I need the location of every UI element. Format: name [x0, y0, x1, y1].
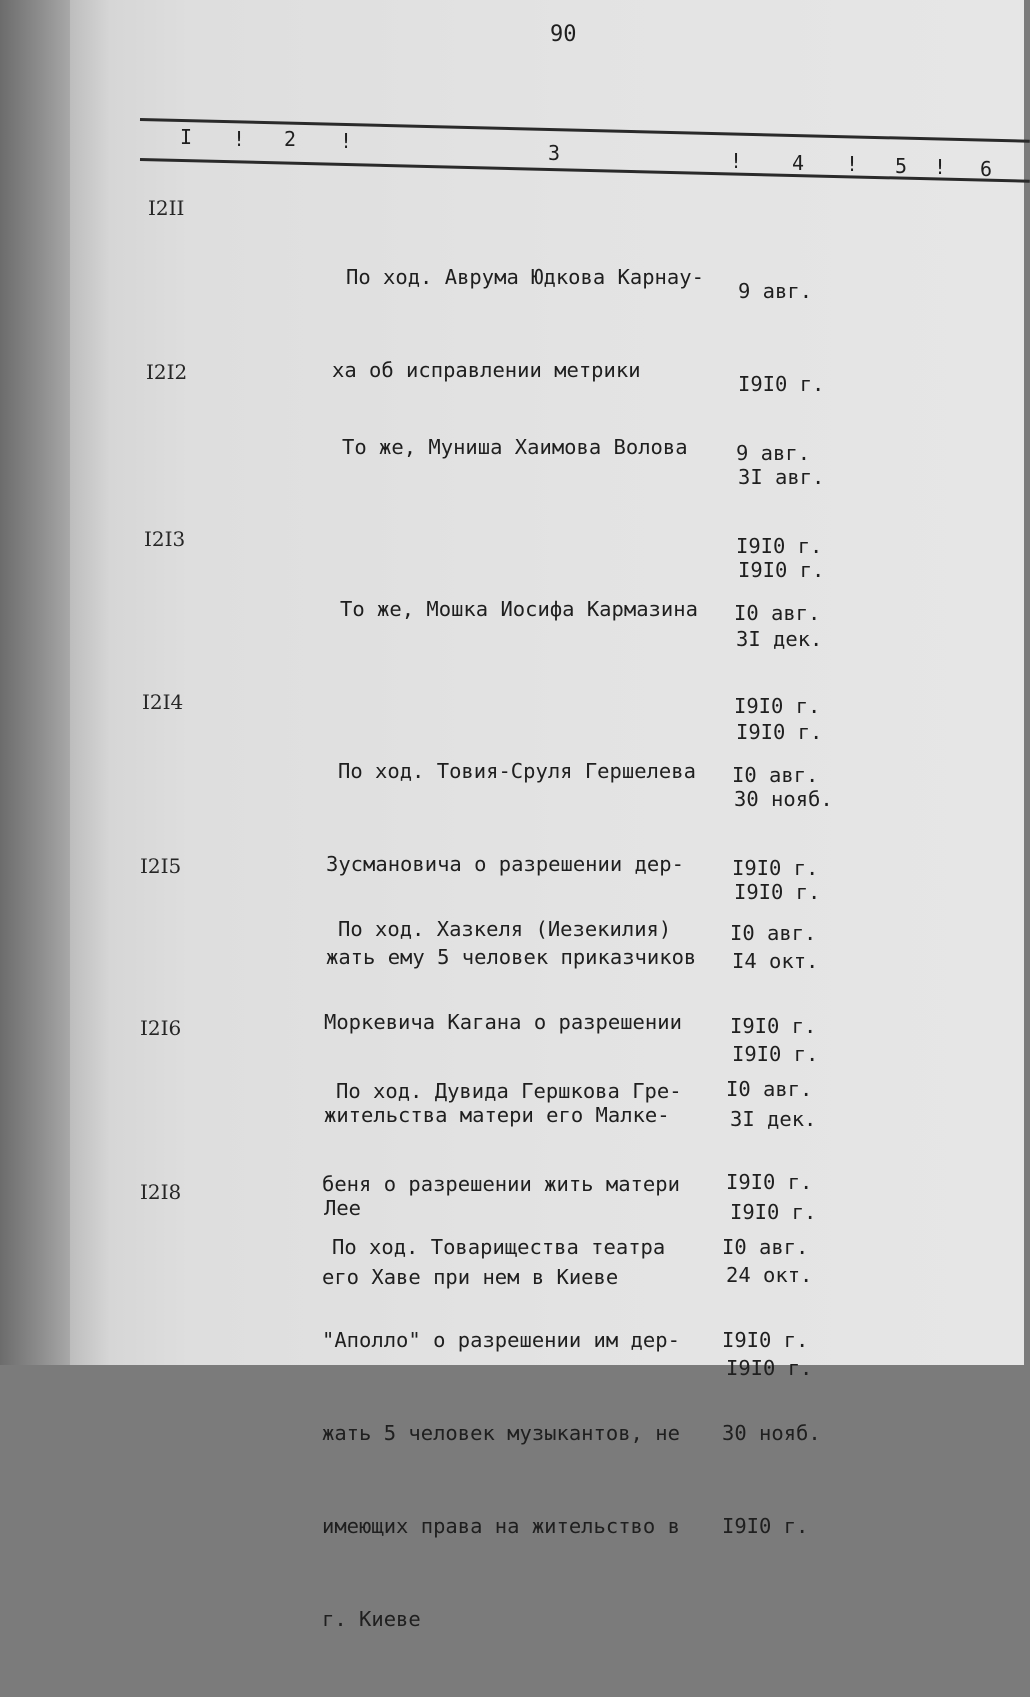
column-separator: !	[846, 152, 859, 176]
date-line: I4 окт.	[732, 949, 819, 973]
date-line: I0 авг.	[726, 1077, 813, 1101]
date-line: I9I0 г.	[730, 1200, 817, 1224]
entry-number: I2I3	[144, 527, 186, 551]
date-line: I9I0 г.	[722, 1514, 809, 1538]
column-separator: !	[233, 127, 246, 151]
date-line: I9I0 г.	[734, 694, 821, 718]
date-line: I9I0 г.	[726, 1170, 813, 1194]
description-line: жать ему 5 человек приказчиков	[326, 945, 697, 969]
date-line: 3I авг.	[738, 465, 825, 489]
description-line: ха об исправлении метрики	[332, 358, 641, 382]
entry-dates	[722, 1170, 821, 1604]
date-line: I9I0 г.	[736, 720, 823, 744]
date-line: I0 авг.	[722, 1235, 809, 1259]
column-header-1: I	[180, 125, 193, 149]
column-header-6: 6	[980, 157, 993, 181]
description-line: имеющих права на жительство в	[322, 1514, 680, 1538]
date-line: I9I0 г.	[722, 1328, 809, 1352]
entry-number: I2I2	[146, 360, 188, 384]
description-line: То же, Мошка Иосифа Кармазина	[340, 597, 698, 621]
description-line: По ход. Хазкеля (Иезекилия)	[338, 917, 672, 941]
column-separator: !	[730, 149, 743, 173]
description-line: жать 5 человек музыкантов, не	[322, 1421, 680, 1445]
date-line: I0 авг.	[734, 601, 821, 625]
entry-number: I2I4	[142, 690, 184, 714]
entry-description	[340, 532, 698, 687]
description-line: Моркевича Кагана о разрешении	[324, 1010, 682, 1034]
description-line: "Аполло" о разрешении им дер-	[322, 1328, 680, 1352]
date-line: 24 окт.	[726, 1263, 813, 1287]
entry-number: I2I6	[140, 1016, 182, 1040]
column-separator: !	[934, 155, 947, 179]
description-line: По ход. Товия-Сруля Гершелева	[338, 759, 696, 783]
date-line: 9 авг.	[736, 441, 811, 465]
column-header-2: 2	[284, 127, 297, 151]
date-line: 3I дек.	[736, 627, 823, 651]
entry-description	[322, 1170, 680, 1697]
entry-description	[342, 370, 688, 525]
date-line: 30 нояб.	[722, 1421, 821, 1445]
date-line: I9I0 г.	[736, 534, 823, 558]
date-line: I0 авг.	[730, 921, 817, 945]
date-line: I9I0 г.	[732, 856, 819, 880]
description-line: беня о разрешении жить матери	[322, 1172, 680, 1196]
column-header-5: 5	[895, 154, 908, 178]
description-line: По ход. Дувида Гершкова Гре-	[336, 1079, 682, 1103]
description-line: Лее	[324, 1196, 362, 1220]
date-line: 30 нояб.	[734, 787, 833, 811]
date-line: I0 авг.	[732, 763, 819, 787]
description-line: То же, Муниша Хаимова Волова	[342, 435, 688, 459]
document-page	[70, 0, 1024, 1631]
description-line: Зусмановича о разрешении дер-	[326, 852, 684, 876]
column-header-3: 3	[548, 141, 561, 165]
book-spine-shadow	[0, 0, 70, 1365]
date-line: 3I дек.	[730, 1107, 817, 1131]
column-header-4: 4	[792, 151, 805, 175]
description-line: жительства матери его Малке-	[324, 1103, 670, 1127]
date-line: I9I0 г.	[726, 1356, 813, 1380]
entry-number: I2I5	[140, 854, 182, 878]
description-line: г. Киеве	[322, 1607, 421, 1631]
date-line: I9I0 г.	[730, 1014, 817, 1038]
date-line: I9I0 г.	[738, 372, 825, 396]
description-line: По ход. Товарищества театра	[332, 1235, 666, 1259]
header-top-rule	[140, 118, 1030, 143]
date-line: I9I0 г.	[734, 880, 821, 904]
page-number: 90	[550, 22, 577, 47]
description-line: По ход. Аврума Юдкова Карнау-	[346, 265, 704, 289]
entry-number: I2I8	[140, 1180, 182, 1204]
description-line: его Хаве при нем в Киеве	[322, 1265, 619, 1289]
entry-number: I2II	[148, 196, 185, 220]
column-separator: !	[340, 129, 353, 153]
date-line: I9I0 г.	[738, 558, 825, 582]
date-line: I9I0 г.	[732, 1042, 819, 1066]
date-line: 9 авг.	[738, 279, 813, 303]
